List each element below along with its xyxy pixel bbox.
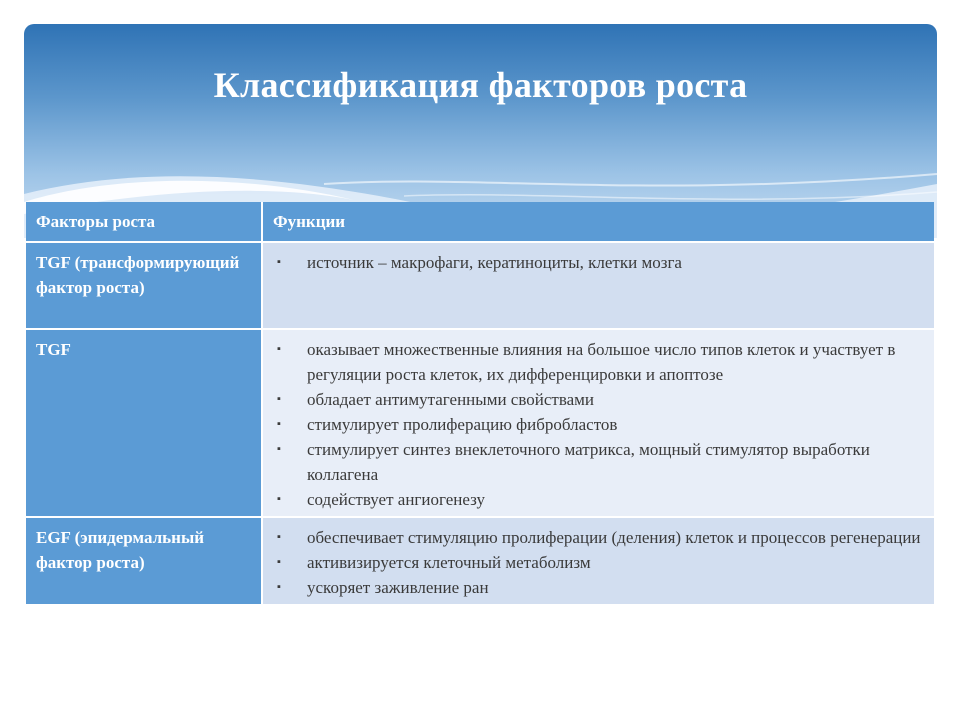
table-row [26,516,934,604]
factor-cell: EGF (эпидермальный фактор роста) [26,516,263,604]
functions-cell [263,516,934,604]
functions-cell [263,328,934,516]
table-row [26,241,934,328]
bullet-icon: ▪ [277,443,281,455]
list-item: ▪ ускоряет заживление ран [277,575,924,600]
bullet-icon: ▪ [277,393,281,405]
bullet-icon: ▪ [277,343,281,355]
list-item: ▪ стимулирует пролиферацию фибробластов [277,412,924,437]
bullet-icon: ▪ [277,493,281,505]
list-item: ▪ стимулирует синтез внеклеточного матрикса, мощный стимулятор выработки коллагена [277,437,924,487]
table-header-row [26,202,934,241]
factor-cell: TGF [26,328,263,516]
bullet-icon: ▪ [277,418,281,430]
slide-title: Классификация факторов роста [213,65,748,105]
table-row [26,328,934,516]
list-item: ▪ обладает антимутагенными свойствами [277,387,924,412]
list-item: ▪ обеспечивает стимуляцию пролиферации (деления) клеток и процессов регенерации [277,525,924,550]
list-item: ▪ содействует ангиогенезу [277,487,924,512]
list-item: ▪ источник – макрофаги, кератиноциты, клетки мозга [277,250,924,275]
list-item: ▪ активизируется клеточный метаболизм [277,550,924,575]
functions-cell [263,241,934,328]
bullet-icon: ▪ [277,581,281,593]
growth-factors-table [26,202,934,604]
bullet-icon: ▪ [277,556,281,568]
factor-cell: TGF (трансформирующий фактор роста) [26,241,263,328]
header-factors: Факторы роста [26,202,263,241]
header-functions: Функции [263,202,934,241]
bullet-icon: ▪ [277,531,281,543]
bullet-icon: ▪ [277,256,281,268]
list-item: ▪ оказывает множественные влияния на большое число типов клеток и участвует в регуляции роста клеток, их дифференцировки и апоптозе [277,337,924,387]
